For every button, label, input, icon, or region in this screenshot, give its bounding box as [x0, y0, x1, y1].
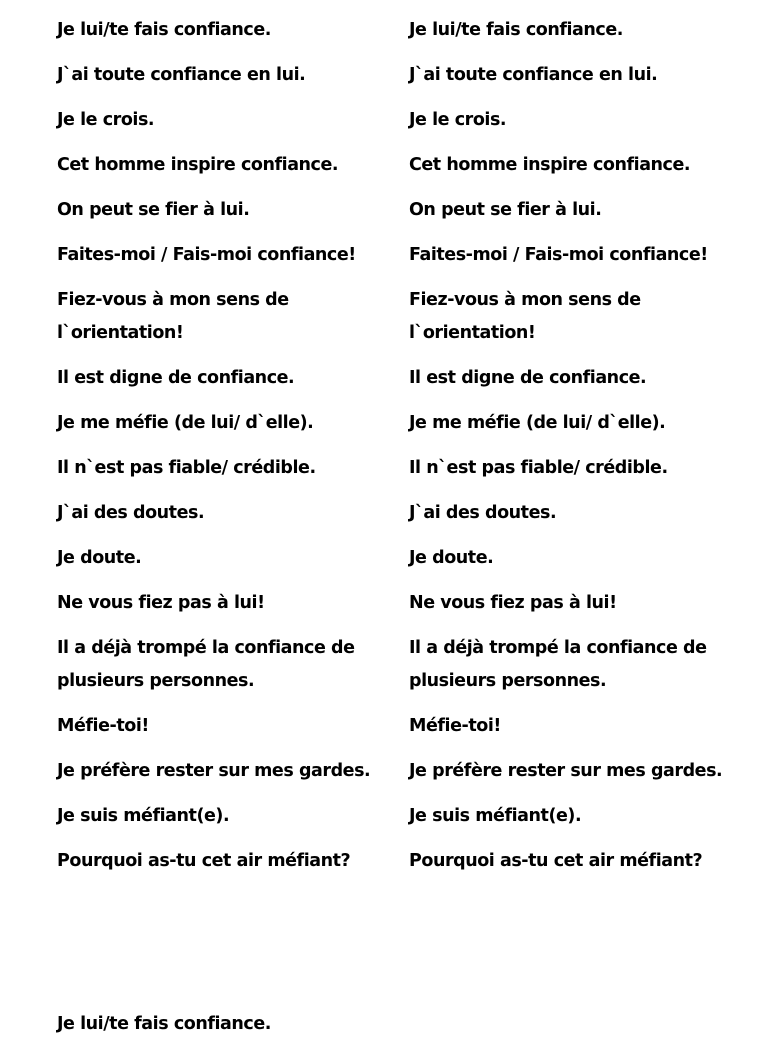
phrase: Ne vous fiez pas à lui!: [409, 593, 617, 613]
phrase: Je lui/te fais confiance.: [57, 20, 271, 40]
phrase: Faites-moi / Fais-moi confiance!: [57, 245, 356, 265]
phrase: Il est digne de confiance.: [57, 368, 295, 388]
phrase: Je le crois.: [57, 110, 155, 130]
phrase: Méfie-toi!: [409, 716, 501, 736]
phrase: Il est digne de confiance.: [409, 368, 647, 388]
phrase: On peut se fier à lui.: [409, 200, 602, 220]
phrase: Je préfère rester sur mes gardes.: [57, 761, 371, 781]
phrase: Fiez-vous à mon sens de l`orientation!: [409, 290, 641, 343]
phrase: Il n`est pas fiable/ crédible.: [57, 458, 316, 478]
phrase: Pourquoi as-tu cet air méfiant?: [57, 851, 351, 871]
phrase: Méfie-toi!: [57, 716, 149, 736]
phrase: J`ai toute confiance en lui.: [409, 65, 658, 85]
phrase: J`ai des doutes.: [409, 503, 557, 523]
phrase: Faites-moi / Fais-moi confiance!: [409, 245, 708, 265]
phrase: Je me méfie (de lui/ d`elle).: [409, 413, 666, 433]
phrase: Il a déjà trompé la confiance de plusieurs personnes.: [409, 638, 707, 691]
phrase: Je doute.: [57, 548, 142, 568]
phrase: Pourquoi as-tu cet air méfiant?: [409, 851, 703, 871]
phrase: Cet homme inspire confiance.: [57, 155, 339, 175]
phrase: On peut se fier à lui.: [57, 200, 250, 220]
phrase: J`ai toute confiance en lui.: [57, 65, 306, 85]
cut-off-phrase: Je lui/te fais confiance.: [57, 1014, 271, 1034]
phrase: Je suis méfiant(e).: [409, 806, 582, 826]
phrase: J`ai des doutes.: [57, 503, 205, 523]
phrase: Je me méfie (de lui/ d`elle).: [57, 413, 314, 433]
phrase: Ne vous fiez pas à lui!: [57, 593, 265, 613]
phrase: Cet homme inspire confiance.: [409, 155, 691, 175]
phrase: Je doute.: [409, 548, 494, 568]
phrase: Je lui/te fais confiance.: [409, 20, 623, 40]
right-phrase-column: [409, 14, 729, 890]
phrase: Il a déjà trompé la confiance de plusieurs personnes.: [57, 638, 355, 691]
phrase: Je le crois.: [409, 110, 507, 130]
phrase: Fiez-vous à mon sens de l`orientation!: [57, 290, 289, 343]
phrase: Je préfère rester sur mes gardes.: [409, 761, 723, 781]
phrase: Je suis méfiant(e).: [57, 806, 230, 826]
left-phrase-column: [57, 14, 377, 890]
phrase: Il n`est pas fiable/ crédible.: [409, 458, 668, 478]
